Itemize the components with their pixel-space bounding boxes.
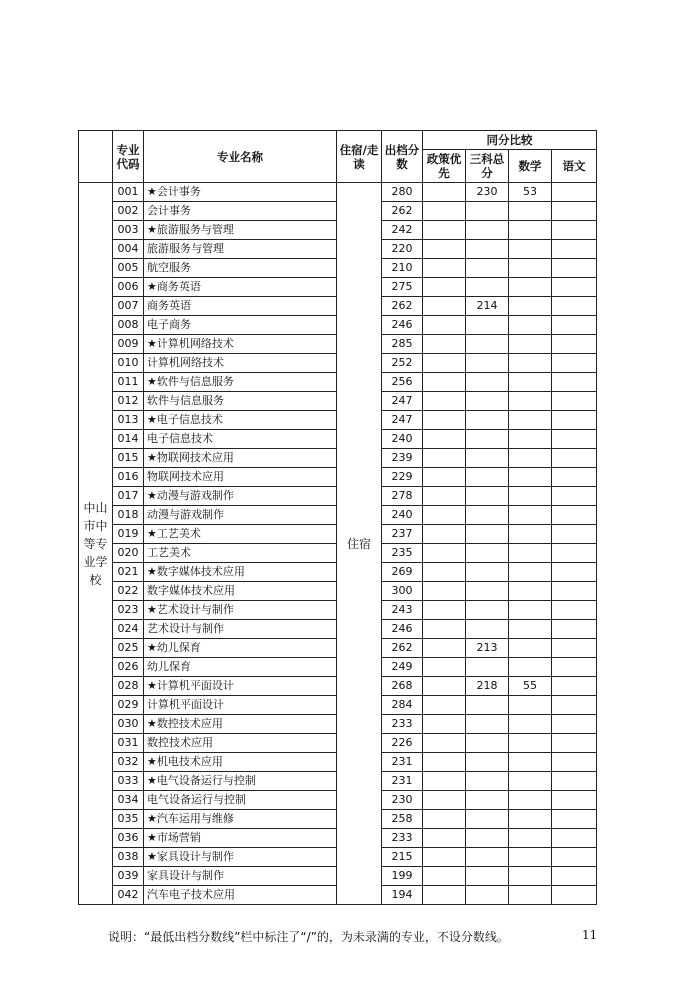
major-name-cell: ★电子信息技术 (144, 411, 337, 430)
header-chinese: 语文 (552, 150, 597, 183)
three-subject-total-cell (466, 259, 509, 278)
major-code-cell: 003 (113, 221, 144, 240)
policy-cell (423, 487, 466, 506)
policy-cell (423, 411, 466, 430)
score-cell: 300 (382, 582, 423, 601)
score-cell: 237 (382, 525, 423, 544)
three-subject-total-cell (466, 392, 509, 411)
chinese-cell (552, 696, 597, 715)
policy-cell (423, 316, 466, 335)
math-cell (509, 297, 552, 316)
chinese-cell (552, 886, 597, 905)
chinese-cell (552, 639, 597, 658)
score-cell: 229 (382, 468, 423, 487)
three-subject-total-cell (466, 601, 509, 620)
score-cell: 252 (382, 354, 423, 373)
math-cell (509, 487, 552, 506)
policy-cell (423, 848, 466, 867)
major-name-cell: ★会计事务 (144, 183, 337, 202)
score-cell: 194 (382, 886, 423, 905)
math-cell (509, 810, 552, 829)
chinese-cell (552, 487, 597, 506)
math-cell (509, 278, 552, 297)
three-subject-total-cell (466, 696, 509, 715)
chinese-cell (552, 734, 597, 753)
chinese-cell (552, 753, 597, 772)
major-name-cell: 电子信息技术 (144, 430, 337, 449)
score-cell: 210 (382, 259, 423, 278)
major-name-cell: 计算机网络技术 (144, 354, 337, 373)
math-cell: 55 (509, 677, 552, 696)
header-board: 住宿/走读 (337, 131, 382, 183)
three-subject-total-cell (466, 487, 509, 506)
policy-cell (423, 449, 466, 468)
math-cell (509, 658, 552, 677)
score-cell: 230 (382, 791, 423, 810)
chinese-cell (552, 449, 597, 468)
score-cell: 246 (382, 316, 423, 335)
major-code-cell: 022 (113, 582, 144, 601)
major-name-cell: ★机电技术应用 (144, 753, 337, 772)
chinese-cell (552, 297, 597, 316)
score-cell: 199 (382, 867, 423, 886)
major-code-cell: 011 (113, 373, 144, 392)
major-code-cell: 021 (113, 563, 144, 582)
major-code-cell: 032 (113, 753, 144, 772)
policy-cell (423, 639, 466, 658)
three-subject-total-cell (466, 829, 509, 848)
major-code-cell: 004 (113, 240, 144, 259)
major-name-cell: 艺术设计与制作 (144, 620, 337, 639)
score-cell: 240 (382, 506, 423, 525)
three-subject-total-cell (466, 867, 509, 886)
major-name-cell: ★旅游服务与管理 (144, 221, 337, 240)
school-name-cell: 中山市中等专业学校 (79, 183, 113, 905)
chinese-cell (552, 468, 597, 487)
policy-cell (423, 354, 466, 373)
three-subject-total-cell: 230 (466, 183, 509, 202)
chinese-cell (552, 620, 597, 639)
three-subject-total-cell (466, 734, 509, 753)
header-math: 数学 (509, 150, 552, 183)
math-cell (509, 430, 552, 449)
major-code-cell: 033 (113, 772, 144, 791)
policy-cell (423, 791, 466, 810)
chinese-cell (552, 392, 597, 411)
chinese-cell (552, 335, 597, 354)
policy-cell (423, 867, 466, 886)
score-cell: 285 (382, 335, 423, 354)
math-cell (509, 240, 552, 259)
three-subject-total-cell (466, 202, 509, 221)
three-subject-total-cell (466, 335, 509, 354)
chinese-cell (552, 867, 597, 886)
major-code-cell: 002 (113, 202, 144, 221)
three-subject-total-cell (466, 468, 509, 487)
three-subject-total-cell (466, 886, 509, 905)
header-blank (79, 131, 113, 183)
three-subject-total-cell (466, 658, 509, 677)
three-subject-total-cell (466, 791, 509, 810)
major-code-cell: 007 (113, 297, 144, 316)
major-name-cell: ★汽车运用与维修 (144, 810, 337, 829)
chinese-cell (552, 240, 597, 259)
table-body (79, 183, 597, 905)
major-name-cell: ★艺术设计与制作 (144, 601, 337, 620)
score-cell: 240 (382, 430, 423, 449)
major-code-cell: 028 (113, 677, 144, 696)
header-policy: 政策优先 (423, 150, 466, 183)
three-subject-total-cell (466, 240, 509, 259)
three-subject-total-cell: 218 (466, 677, 509, 696)
math-cell (509, 221, 552, 240)
three-subject-total-cell (466, 373, 509, 392)
math-cell (509, 867, 552, 886)
chinese-cell (552, 202, 597, 221)
major-code-cell: 008 (113, 316, 144, 335)
header-three: 三科总分 (466, 150, 509, 183)
math-cell (509, 791, 552, 810)
header-row-1 (79, 131, 597, 150)
math-cell (509, 696, 552, 715)
three-subject-total-cell (466, 278, 509, 297)
math-cell (509, 601, 552, 620)
score-cell: 278 (382, 487, 423, 506)
policy-cell (423, 620, 466, 639)
math-cell (509, 468, 552, 487)
table-row (79, 183, 597, 202)
chinese-cell (552, 544, 597, 563)
major-name-cell: 软件与信息服务 (144, 392, 337, 411)
policy-cell (423, 544, 466, 563)
policy-cell (423, 582, 466, 601)
chinese-cell (552, 411, 597, 430)
chinese-cell (552, 810, 597, 829)
three-subject-total-cell (466, 449, 509, 468)
major-code-cell: 025 (113, 639, 144, 658)
chinese-cell (552, 183, 597, 202)
policy-cell (423, 259, 466, 278)
three-subject-total-cell (466, 810, 509, 829)
major-name-cell: 幼儿保育 (144, 658, 337, 677)
major-code-cell: 013 (113, 411, 144, 430)
policy-cell (423, 563, 466, 582)
score-cell: 243 (382, 601, 423, 620)
major-name-cell: 计算机平面设计 (144, 696, 337, 715)
major-code-cell: 026 (113, 658, 144, 677)
math-cell (509, 449, 552, 468)
score-cell: 233 (382, 829, 423, 848)
policy-cell (423, 601, 466, 620)
chinese-cell (552, 582, 597, 601)
chinese-cell (552, 772, 597, 791)
score-cell: 242 (382, 221, 423, 240)
math-cell: 53 (509, 183, 552, 202)
major-name-cell: ★动漫与游戏制作 (144, 487, 337, 506)
math-cell (509, 373, 552, 392)
major-name-cell: 动漫与游戏制作 (144, 506, 337, 525)
major-name-cell: ★计算机网络技术 (144, 335, 337, 354)
board-type-cell: 住宿 (337, 183, 382, 905)
header-score: 出档分数 (382, 131, 423, 183)
policy-cell (423, 886, 466, 905)
major-name-cell: ★商务英语 (144, 278, 337, 297)
three-subject-total-cell (466, 316, 509, 335)
score-cell: 280 (382, 183, 423, 202)
math-cell (509, 639, 552, 658)
major-code-cell: 019 (113, 525, 144, 544)
major-name-cell: ★市场营销 (144, 829, 337, 848)
chinese-cell (552, 658, 597, 677)
chinese-cell (552, 715, 597, 734)
score-cell: 256 (382, 373, 423, 392)
policy-cell (423, 772, 466, 791)
math-cell (509, 202, 552, 221)
three-subject-total-cell (466, 525, 509, 544)
major-name-cell: 会计事务 (144, 202, 337, 221)
major-code-cell: 018 (113, 506, 144, 525)
math-cell (509, 753, 552, 772)
score-cell: 268 (382, 677, 423, 696)
major-name-cell: ★软件与信息服务 (144, 373, 337, 392)
major-code-cell: 042 (113, 886, 144, 905)
score-cell: 231 (382, 753, 423, 772)
score-cell: 249 (382, 658, 423, 677)
policy-cell (423, 696, 466, 715)
score-cell: 269 (382, 563, 423, 582)
score-cell: 262 (382, 639, 423, 658)
score-cell: 262 (382, 297, 423, 316)
chinese-cell (552, 430, 597, 449)
score-cell: 231 (382, 772, 423, 791)
math-cell (509, 734, 552, 753)
score-cell: 215 (382, 848, 423, 867)
three-subject-total-cell: 213 (466, 639, 509, 658)
score-cell: 220 (382, 240, 423, 259)
major-code-cell: 023 (113, 601, 144, 620)
three-subject-total-cell (466, 506, 509, 525)
chinese-cell (552, 829, 597, 848)
score-cell: 262 (382, 202, 423, 221)
math-cell (509, 563, 552, 582)
policy-cell (423, 829, 466, 848)
three-subject-total-cell (466, 563, 509, 582)
math-cell (509, 392, 552, 411)
math-cell (509, 715, 552, 734)
policy-cell (423, 506, 466, 525)
three-subject-total-cell (466, 354, 509, 373)
policy-cell (423, 278, 466, 297)
three-subject-total-cell (466, 620, 509, 639)
math-cell (509, 259, 552, 278)
major-code-cell: 010 (113, 354, 144, 373)
policy-cell (423, 734, 466, 753)
major-name-cell: 汽车电子技术应用 (144, 886, 337, 905)
math-cell (509, 506, 552, 525)
major-name-cell: 电子商务 (144, 316, 337, 335)
major-code-cell: 017 (113, 487, 144, 506)
math-cell (509, 848, 552, 867)
policy-cell (423, 525, 466, 544)
math-cell (509, 772, 552, 791)
header-name: 专业名称 (144, 131, 337, 183)
three-subject-total-cell (466, 582, 509, 601)
major-code-cell: 015 (113, 449, 144, 468)
score-cell: 247 (382, 411, 423, 430)
major-code-cell: 035 (113, 810, 144, 829)
score-cell: 226 (382, 734, 423, 753)
major-name-cell: 数字媒体技术应用 (144, 582, 337, 601)
three-subject-total-cell (466, 430, 509, 449)
major-name-cell: 航空服务 (144, 259, 337, 278)
major-code-cell: 020 (113, 544, 144, 563)
policy-cell (423, 392, 466, 411)
major-code-cell: 009 (113, 335, 144, 354)
major-name-cell: 物联网技术应用 (144, 468, 337, 487)
math-cell (509, 354, 552, 373)
math-cell (509, 525, 552, 544)
math-cell (509, 335, 552, 354)
major-name-cell: ★家具设计与制作 (144, 848, 337, 867)
three-subject-total-cell: 214 (466, 297, 509, 316)
major-name-cell: 数控技术应用 (144, 734, 337, 753)
chinese-cell (552, 677, 597, 696)
policy-cell (423, 715, 466, 734)
major-code-cell: 029 (113, 696, 144, 715)
major-name-cell: 旅游服务与管理 (144, 240, 337, 259)
major-name-cell: 商务英语 (144, 297, 337, 316)
score-cell: 239 (382, 449, 423, 468)
major-code-cell: 014 (113, 430, 144, 449)
policy-cell (423, 468, 466, 487)
policy-cell (423, 240, 466, 259)
major-name-cell: ★物联网技术应用 (144, 449, 337, 468)
major-name-cell: 家具设计与制作 (144, 867, 337, 886)
score-cell: 258 (382, 810, 423, 829)
major-code-cell: 005 (113, 259, 144, 278)
major-code-cell: 036 (113, 829, 144, 848)
chinese-cell (552, 848, 597, 867)
major-code-cell: 030 (113, 715, 144, 734)
chinese-cell (552, 278, 597, 297)
math-cell (509, 544, 552, 563)
three-subject-total-cell (466, 221, 509, 240)
major-code-cell: 006 (113, 278, 144, 297)
header-compare: 同分比较 (423, 131, 597, 150)
three-subject-total-cell (466, 544, 509, 563)
major-code-cell: 034 (113, 791, 144, 810)
chinese-cell (552, 506, 597, 525)
three-subject-total-cell (466, 848, 509, 867)
chinese-cell (552, 316, 597, 335)
chinese-cell (552, 791, 597, 810)
chinese-cell (552, 259, 597, 278)
score-cell: 235 (382, 544, 423, 563)
math-cell (509, 829, 552, 848)
header-code: 专业代码 (113, 131, 144, 183)
page-number: 11 (582, 928, 598, 942)
math-cell (509, 620, 552, 639)
policy-cell (423, 335, 466, 354)
policy-cell (423, 753, 466, 772)
admission-score-table (78, 130, 597, 905)
major-name-cell: ★电气设备运行与控制 (144, 772, 337, 791)
major-name-cell: 电气设备运行与控制 (144, 791, 337, 810)
math-cell (509, 886, 552, 905)
policy-cell (423, 221, 466, 240)
math-cell (509, 316, 552, 335)
major-name-cell: ★幼儿保育 (144, 639, 337, 658)
three-subject-total-cell (466, 715, 509, 734)
score-cell: 246 (382, 620, 423, 639)
major-code-cell: 024 (113, 620, 144, 639)
policy-cell (423, 373, 466, 392)
chinese-cell (552, 354, 597, 373)
major-name-cell: ★数控技术应用 (144, 715, 337, 734)
score-cell: 247 (382, 392, 423, 411)
chinese-cell (552, 563, 597, 582)
major-name-cell: 工艺美术 (144, 544, 337, 563)
major-code-cell: 016 (113, 468, 144, 487)
policy-cell (423, 810, 466, 829)
score-cell: 284 (382, 696, 423, 715)
chinese-cell (552, 601, 597, 620)
score-cell: 233 (382, 715, 423, 734)
chinese-cell (552, 525, 597, 544)
policy-cell (423, 297, 466, 316)
major-name-cell: ★数字媒体技术应用 (144, 563, 337, 582)
footnote: 说明：“最低出档分数线”栏中标注了“/”的，为未录满的专业，不设分数线。 (108, 930, 509, 944)
policy-cell (423, 183, 466, 202)
major-name-cell: ★计算机平面设计 (144, 677, 337, 696)
major-name-cell: ★工艺美术 (144, 525, 337, 544)
three-subject-total-cell (466, 772, 509, 791)
three-subject-total-cell (466, 411, 509, 430)
policy-cell (423, 658, 466, 677)
major-code-cell: 012 (113, 392, 144, 411)
score-cell: 275 (382, 278, 423, 297)
policy-cell (423, 202, 466, 221)
policy-cell (423, 677, 466, 696)
major-code-cell: 001 (113, 183, 144, 202)
major-code-cell: 038 (113, 848, 144, 867)
chinese-cell (552, 221, 597, 240)
math-cell (509, 582, 552, 601)
chinese-cell (552, 373, 597, 392)
three-subject-total-cell (466, 753, 509, 772)
policy-cell (423, 430, 466, 449)
major-code-cell: 031 (113, 734, 144, 753)
major-code-cell: 039 (113, 867, 144, 886)
math-cell (509, 411, 552, 430)
